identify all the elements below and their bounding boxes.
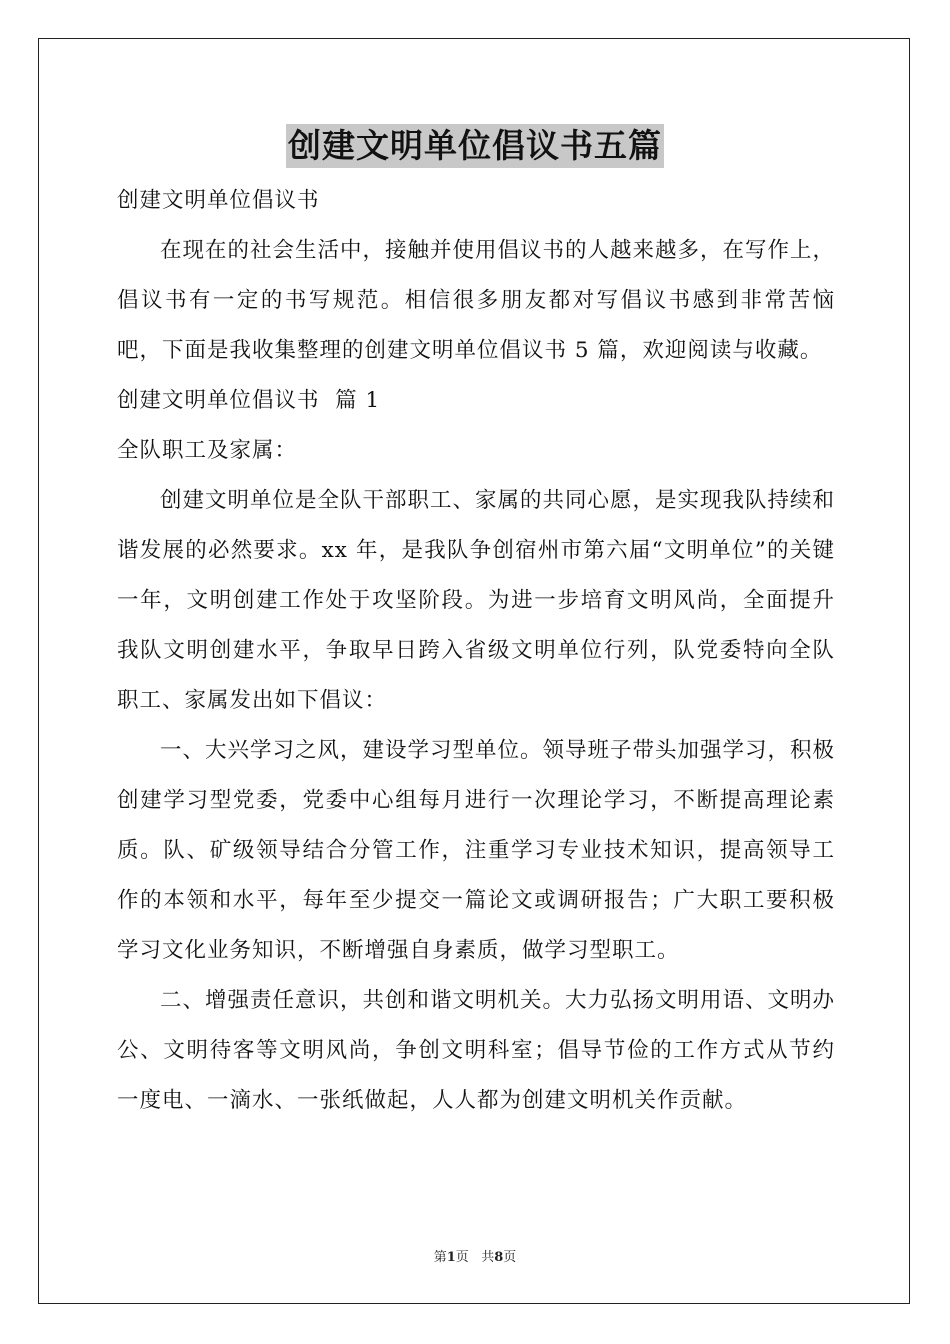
- document-body: [117, 176, 835, 1126]
- paragraph: 创建文明单位倡议书: [117, 188, 320, 213]
- title-container: [0, 124, 950, 168]
- footer-page-number: 1: [446, 1250, 456, 1265]
- paragraph: 一、大兴学习之风，建设学习型单位。领导班子带头加强学习，积极创建学习型党委，党委中心组每月进行一次理论学习，不断提高理论素质。队、矿级领导结合分管工作，注重学习专业技术知识，提高领导工作的本领和水平，每年至少提交一篇论文或调研报告；广大职工要积极学习文化业务知识，不断增强自身素质，做学习型职工。: [117, 738, 836, 963]
- paragraph: 二、增强责任意识，共创和谐文明机关。大力弘扬文明用语、文明办公、文明待客等文明风尚，争创文明科室；倡导节俭的工作方式从节约一度电、一滴水、一张纸做起，人人都为创建文明机关作贡献。: [117, 988, 836, 1113]
- paragraph: 创建文明单位是全队干部职工、家属的共同心愿，是实现我队持续和谐发展的必然要求。xx 年，是我队争创宿州市第六届“文明单位”的关键一年，文明创建工作处于攻坚阶段。为进一步培育文明风尚，全面提升我队文明创建水平，争取早日跨入省级文明单位行列，队党委特向全队职工、家属发出如下倡议：: [117, 488, 836, 713]
- document-title: 创建文明单位倡议书五篇: [286, 124, 664, 168]
- footer-mid: 页 共: [455, 1250, 495, 1265]
- footer-prefix: 第: [433, 1250, 447, 1265]
- paragraph: 创建文明单位倡议书 篇 1: [117, 388, 381, 413]
- paragraph: 全队职工及家属：: [117, 438, 298, 463]
- footer-suffix: 页: [503, 1250, 517, 1265]
- page-footer: [0, 1246, 950, 1265]
- paragraph: 在现在的社会生活中，接触并使用倡议书的人越来越多，在写作上，倡议书有一定的书写规范。相信很多朋友都对写倡议书感到非常苦恼吧，下面是我收集整理的创建文明单位倡议书 5 篇，欢迎阅读与收藏。: [117, 238, 836, 363]
- footer-total-pages: 8: [494, 1250, 504, 1265]
